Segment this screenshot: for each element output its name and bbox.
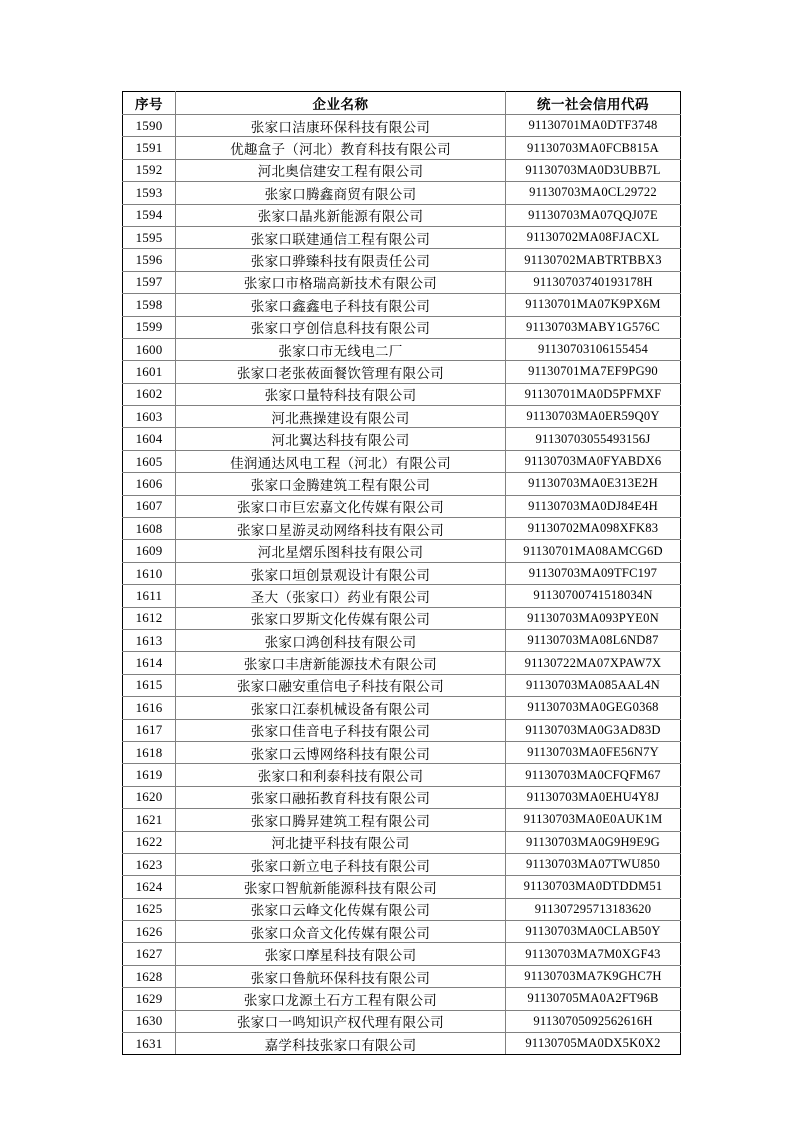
cell-company-name: 河北星熠乐图科技有限公司	[176, 540, 506, 562]
table-row	[123, 473, 681, 495]
cell-credit-code: 91130703106155454	[506, 338, 681, 360]
cell-index: 1626	[123, 921, 176, 943]
table-row	[123, 652, 681, 674]
cell-index: 1592	[123, 159, 176, 181]
cell-index: 1590	[123, 115, 176, 137]
column-header-credit-code: 统一社会信用代码	[506, 92, 681, 115]
cell-credit-code: 911307295713183620	[506, 898, 681, 920]
table-row	[123, 338, 681, 360]
cell-company-name: 张家口鲁航环保科技有限公司	[176, 965, 506, 987]
cell-company-name: 张家口亨创信息科技有限公司	[176, 316, 506, 338]
table-row	[123, 495, 681, 517]
table-row	[123, 965, 681, 987]
cell-credit-code: 91130701MA0D5PFMXF	[506, 383, 681, 405]
cell-company-name: 张家口垣创景观设计有限公司	[176, 562, 506, 584]
cell-company-name: 张家口龙源土石方工程有限公司	[176, 988, 506, 1010]
table-row	[123, 383, 681, 405]
cell-credit-code: 91130703MA0DJ84E4H	[506, 495, 681, 517]
cell-index: 1628	[123, 965, 176, 987]
cell-credit-code: 91130703MA085AAL4N	[506, 674, 681, 696]
cell-index: 1622	[123, 831, 176, 853]
cell-index: 1624	[123, 876, 176, 898]
cell-credit-code: 91130703MA0ER59Q0Y	[506, 406, 681, 428]
cell-index: 1613	[123, 629, 176, 651]
cell-index: 1617	[123, 719, 176, 741]
table-row	[123, 115, 681, 137]
cell-index: 1612	[123, 607, 176, 629]
company-table-container	[122, 91, 680, 1055]
cell-company-name: 张家口金腾建筑工程有限公司	[176, 473, 506, 495]
cell-index: 1611	[123, 585, 176, 607]
cell-index: 1604	[123, 428, 176, 450]
cell-index: 1594	[123, 204, 176, 226]
cell-index: 1630	[123, 1010, 176, 1032]
table-row	[123, 428, 681, 450]
table-row	[123, 786, 681, 808]
table-row	[123, 226, 681, 248]
table-row	[123, 697, 681, 719]
cell-credit-code: 91130701MA07K9PX6M	[506, 294, 681, 316]
cell-credit-code: 91130701MA08AMCG6D	[506, 540, 681, 562]
table-row	[123, 629, 681, 651]
column-header-company-name: 企业名称	[176, 92, 506, 115]
cell-index: 1623	[123, 853, 176, 875]
cell-index: 1621	[123, 809, 176, 831]
table-row	[123, 294, 681, 316]
cell-index: 1606	[123, 473, 176, 495]
table-row	[123, 585, 681, 607]
cell-credit-code: 91130703MA0FE56N7Y	[506, 741, 681, 763]
cell-company-name: 佳润通达风电工程（河北）有限公司	[176, 450, 506, 472]
cell-credit-code: 91130705MA0A2FT96B	[506, 988, 681, 1010]
cell-company-name: 圣大（张家口）药业有限公司	[176, 585, 506, 607]
table-row	[123, 988, 681, 1010]
cell-credit-code: 91130703MA0EHU4Y8J	[506, 786, 681, 808]
cell-index: 1601	[123, 361, 176, 383]
table-row	[123, 607, 681, 629]
cell-index: 1597	[123, 271, 176, 293]
cell-credit-code: 91130703MA7M0XGF43	[506, 943, 681, 965]
table-row	[123, 898, 681, 920]
cell-index: 1610	[123, 562, 176, 584]
cell-company-name: 张家口量特科技有限公司	[176, 383, 506, 405]
cell-company-name: 张家口摩星科技有限公司	[176, 943, 506, 965]
table-row	[123, 204, 681, 226]
cell-credit-code: 91130703MA0CLAB50Y	[506, 921, 681, 943]
table-row	[123, 316, 681, 338]
table-row	[123, 182, 681, 204]
table-row	[123, 249, 681, 271]
cell-index: 1598	[123, 294, 176, 316]
cell-credit-code: 91130702MA08FJACXL	[506, 226, 681, 248]
cell-credit-code: 91130702MA098XFK83	[506, 518, 681, 540]
cell-index: 1618	[123, 741, 176, 763]
cell-company-name: 张家口新立电子科技有限公司	[176, 853, 506, 875]
cell-credit-code: 91130703MA0FCB815A	[506, 137, 681, 159]
cell-company-name: 张家口洁康环保科技有限公司	[176, 115, 506, 137]
cell-company-name: 河北捷平科技有限公司	[176, 831, 506, 853]
cell-company-name: 张家口云博网络科技有限公司	[176, 741, 506, 763]
cell-company-name: 张家口江泰机械设备有限公司	[176, 697, 506, 719]
cell-company-name: 张家口融拓教育科技有限公司	[176, 786, 506, 808]
cell-credit-code: 91130701MA7EF9PG90	[506, 361, 681, 383]
table-header-row	[123, 92, 681, 115]
cell-credit-code: 91130703MA0CL29722	[506, 182, 681, 204]
cell-company-name: 张家口佳音电子科技有限公司	[176, 719, 506, 741]
table-row	[123, 562, 681, 584]
cell-credit-code: 91130703MA0D3UBB7L	[506, 159, 681, 181]
cell-company-name: 张家口市格瑞高新技术有限公司	[176, 271, 506, 293]
cell-company-name: 张家口丰唐新能源技术有限公司	[176, 652, 506, 674]
cell-company-name: 张家口和利泰科技有限公司	[176, 764, 506, 786]
cell-index: 1602	[123, 383, 176, 405]
cell-index: 1603	[123, 406, 176, 428]
cell-credit-code: 91130703MA08L6ND87	[506, 629, 681, 651]
table-row	[123, 764, 681, 786]
cell-company-name: 张家口晶兆新能源有限公司	[176, 204, 506, 226]
cell-company-name: 张家口老张莜面餐饮管理有限公司	[176, 361, 506, 383]
table-row	[123, 674, 681, 696]
table-row	[123, 450, 681, 472]
table-row	[123, 741, 681, 763]
cell-company-name: 张家口云峰文化传媒有限公司	[176, 898, 506, 920]
cell-credit-code: 91130703MA0GEG0368	[506, 697, 681, 719]
cell-credit-code: 91130703740193178H	[506, 271, 681, 293]
table-row	[123, 540, 681, 562]
cell-credit-code: 91130703MA07QQJ07E	[506, 204, 681, 226]
table-row	[123, 159, 681, 181]
cell-credit-code: 91130703MABY1G576C	[506, 316, 681, 338]
cell-index: 1625	[123, 898, 176, 920]
cell-index: 1607	[123, 495, 176, 517]
cell-credit-code: 91130700741518034N	[506, 585, 681, 607]
table-row	[123, 518, 681, 540]
cell-credit-code: 91130702MABTRTBBX3	[506, 249, 681, 271]
cell-company-name: 张家口联建通信工程有限公司	[176, 226, 506, 248]
table-row	[123, 943, 681, 965]
cell-credit-code: 91130703MA0CFQFM67	[506, 764, 681, 786]
table-body	[123, 115, 681, 1055]
cell-credit-code: 91130703MA7K9GHC7H	[506, 965, 681, 987]
table-row	[123, 921, 681, 943]
cell-index: 1619	[123, 764, 176, 786]
cell-company-name: 张家口众音文化传媒有限公司	[176, 921, 506, 943]
cell-company-name: 张家口融安重信电子科技有限公司	[176, 674, 506, 696]
cell-credit-code: 91130703MA0G9H9E9G	[506, 831, 681, 853]
cell-company-name: 嘉学科技张家口有限公司	[176, 1033, 506, 1055]
cell-index: 1609	[123, 540, 176, 562]
cell-company-name: 河北翼达科技有限公司	[176, 428, 506, 450]
cell-credit-code: 91130703MA093PYE0N	[506, 607, 681, 629]
cell-index: 1600	[123, 338, 176, 360]
cell-company-name: 张家口鑫鑫电子科技有限公司	[176, 294, 506, 316]
cell-index: 1627	[123, 943, 176, 965]
cell-company-name: 张家口鸿创科技有限公司	[176, 629, 506, 651]
cell-index: 1620	[123, 786, 176, 808]
cell-company-name: 河北燕操建设有限公司	[176, 406, 506, 428]
company-registry-table	[122, 91, 681, 1055]
cell-index: 1631	[123, 1033, 176, 1055]
cell-credit-code: 91130703MA0G3AD83D	[506, 719, 681, 741]
table-row	[123, 271, 681, 293]
column-header-index: 序号	[123, 92, 176, 115]
table-row	[123, 406, 681, 428]
table-row	[123, 137, 681, 159]
cell-index: 1615	[123, 674, 176, 696]
cell-company-name: 张家口智航新能源科技有限公司	[176, 876, 506, 898]
table-row	[123, 876, 681, 898]
table-header	[123, 92, 681, 115]
cell-company-name: 张家口一鸣知识产权代理有限公司	[176, 1010, 506, 1032]
table-row	[123, 1010, 681, 1032]
cell-credit-code: 91130703MA0E313E2H	[506, 473, 681, 495]
cell-company-name: 张家口市巨宏嘉文化传媒有限公司	[176, 495, 506, 517]
cell-index: 1591	[123, 137, 176, 159]
table-row	[123, 809, 681, 831]
table-row	[123, 853, 681, 875]
cell-credit-code: 91130703MA09TFC197	[506, 562, 681, 584]
cell-company-name: 优趣盒子（河北）教育科技有限公司	[176, 137, 506, 159]
cell-index: 1614	[123, 652, 176, 674]
cell-index: 1608	[123, 518, 176, 540]
cell-index: 1593	[123, 182, 176, 204]
cell-company-name: 张家口罗斯文化传媒有限公司	[176, 607, 506, 629]
cell-credit-code: 91130703055493156J	[506, 428, 681, 450]
table-row	[123, 831, 681, 853]
cell-index: 1595	[123, 226, 176, 248]
cell-index: 1605	[123, 450, 176, 472]
cell-index: 1596	[123, 249, 176, 271]
cell-credit-code: 91130705MA0DX5K0X2	[506, 1033, 681, 1055]
cell-credit-code: 91130701MA0DTF3748	[506, 115, 681, 137]
table-row	[123, 719, 681, 741]
cell-company-name: 张家口腾鑫商贸有限公司	[176, 182, 506, 204]
cell-company-name: 张家口星游灵动网络科技有限公司	[176, 518, 506, 540]
table-row	[123, 361, 681, 383]
cell-company-name: 张家口市无线电二厂	[176, 338, 506, 360]
cell-credit-code: 91130703MA0DTDDM51	[506, 876, 681, 898]
cell-company-name: 张家口腾昇建筑工程有限公司	[176, 809, 506, 831]
cell-credit-code: 91130705092562616H	[506, 1010, 681, 1032]
cell-index: 1599	[123, 316, 176, 338]
cell-index: 1616	[123, 697, 176, 719]
cell-credit-code: 91130703MA0E0AUK1M	[506, 809, 681, 831]
cell-index: 1629	[123, 988, 176, 1010]
cell-credit-code: 91130703MA07TWU850	[506, 853, 681, 875]
cell-credit-code: 91130703MA0FYABDX6	[506, 450, 681, 472]
cell-credit-code: 91130722MA07XPAW7X	[506, 652, 681, 674]
cell-company-name: 张家口骅臻科技有限责任公司	[176, 249, 506, 271]
cell-company-name: 河北奥信建安工程有限公司	[176, 159, 506, 181]
table-row	[123, 1033, 681, 1055]
